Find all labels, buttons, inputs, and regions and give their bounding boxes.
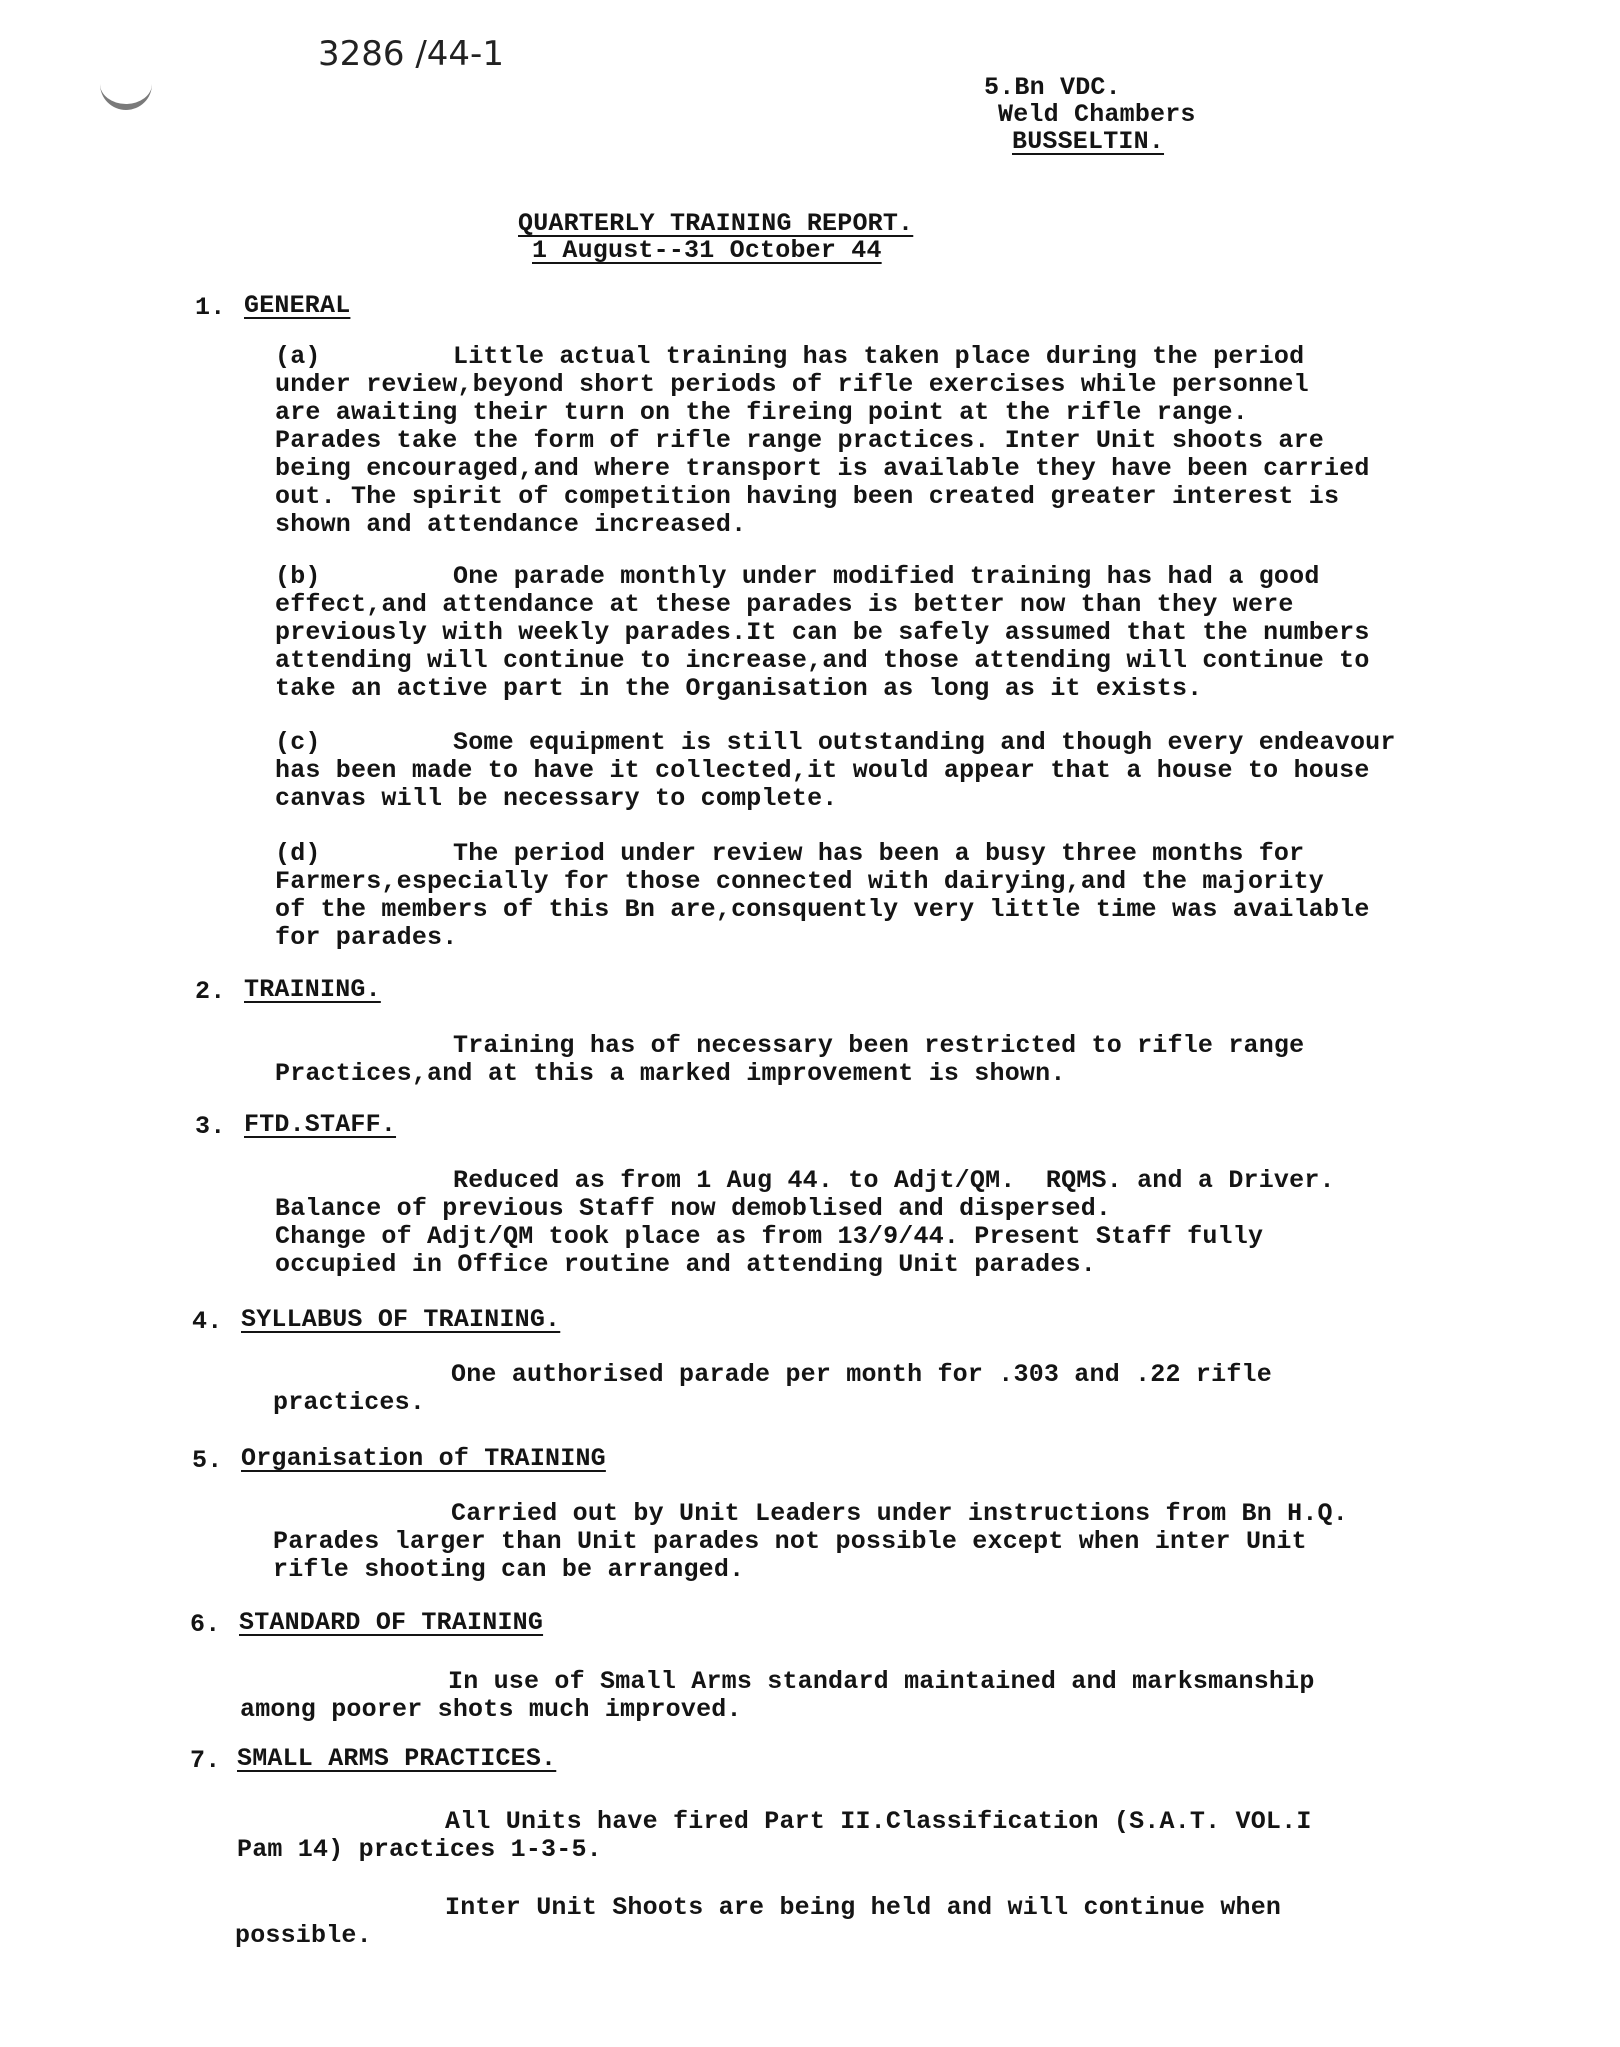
address-line-2: Weld Chambers [998,100,1196,129]
punch-hole-mark [100,68,152,110]
paragraph-label: (a) [275,342,321,371]
paragraph-label: (d) [275,839,321,868]
paragraph-1d: (d) The period under review has been a busy three months for Farmers,especially for those connected with dairying,and the majority of the members of this Bn are,consquently very little time was available for parades. [275,839,1370,952]
paragraph-1a: (a) Little actual training has taken place during the period under review,beyond short periods of rifle exercises while personnel are awaiting their turn on the fireing point at the rifle range. Parades take the form of rifle range practices. Inter Unit shoots are being encouraged,and where transport is available they have been carried out. The spirit of competition having been created greater interest is shown and attendance increased. [275,342,1370,539]
paragraph-label: (b) [275,562,321,591]
section-2-heading: TRAINING. [244,975,381,1004]
section-5-number: 5. [192,1446,223,1475]
section-3-number: 3. [195,1112,226,1141]
section-3-heading: FTD.STAFF. [244,1110,397,1139]
section-7-heading: SMALL ARMS PRACTICES. [237,1744,557,1773]
report-title: QUARTERLY TRAINING REPORT. [518,209,914,238]
section-5-heading: Organisation of TRAINING [241,1444,606,1473]
paragraph-1b: (b) One parade monthly under modified training has had a good effect,and attendance at these parades is better now than they were previously with weekly parades.It can be safely assumed that the numbers attending will continue to increase,and those attending will continue to take an active part in the Organisation as long as it exists. [275,562,1370,703]
paragraph-1c: (c) Some equipment is still outstanding and though every endeavour has been made to have it collected,it would appear that a house to house canvas will be necessary to complete. [275,728,1396,813]
report-period: 1 August--31 October 44 [532,236,882,265]
section-7-body: All Units have fired Part II.Classification (S.A.T. VOL.I Pam 14) practices 1-3-5. [237,1807,1312,1864]
file-reference: 3286 /44-1 [318,34,504,74]
section-1-heading: GENERAL [244,291,351,320]
section-7-body-continued: Inter Unit Shoots are being held and will continue when possible. [235,1893,1282,1950]
section-3-body: Reduced as from 1 Aug 44. to Adjt/QM. RQMS. and a Driver. Balance of previous Staff now demoblised and dispersed. Change of Adjt/QM took place as from 13/9/44. Present Staff fully occupied in Office routine and attending Unit parades. [275,1166,1335,1279]
section-5-body: Carried out by Unit Leaders under instructions from Bn H.Q. Parades larger than Unit parades not possible except when inter Unit rifle shooting can be arranged. [273,1499,1348,1584]
paragraph-label: (c) [275,728,321,757]
section-1-number: 1. [195,293,226,322]
section-4-body: One authorised parade per month for .303 and .22 rifle practices. [273,1360,1272,1417]
address-line-3: BUSSELTIN. [1012,127,1165,156]
section-6-heading: STANDARD OF TRAINING [239,1608,544,1637]
section-4-heading: SYLLABUS OF TRAINING. [241,1305,561,1334]
address-line-1: 5.Bn VDC. [984,73,1121,102]
section-2-number: 2. [195,977,226,1006]
section-6-body: In use of Small Arms standard maintained and marksmanship among poorer shots much improved. [240,1667,1315,1724]
section-4-number: 4. [192,1307,223,1336]
section-2-body: Training has of necessary been restricted to rifle range Practices,and at this a marked improvement is shown. [275,1031,1305,1088]
section-6-number: 6. [190,1610,221,1639]
section-7-number: 7. [190,1746,221,1775]
